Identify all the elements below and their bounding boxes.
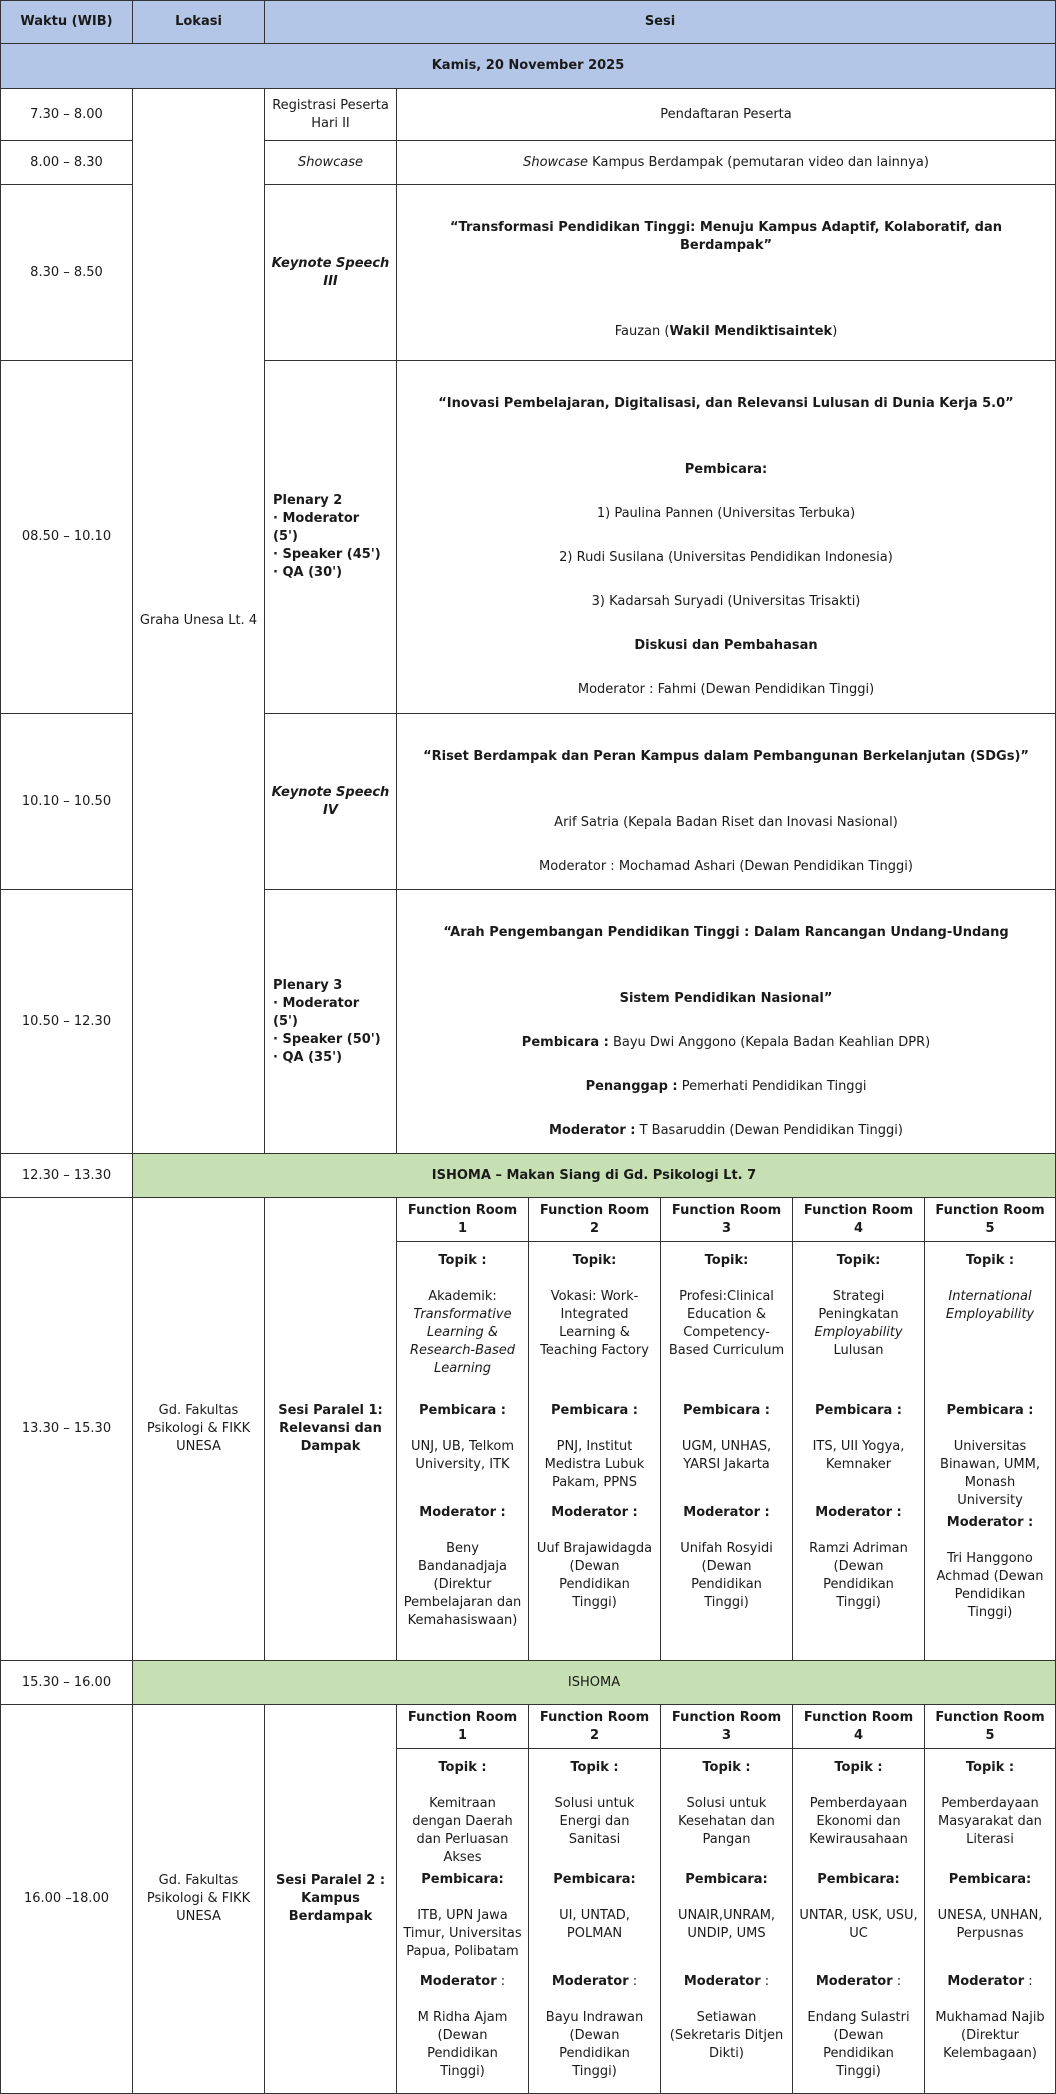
speakers-label: Pembicara: [817, 1872, 900, 1887]
session-keynote3: Keynote Speech III [264, 184, 397, 361]
function-room-detail [792, 1748, 925, 2094]
topic-plain: Profesi:Clinical Education & Competency-Based Curriculum [668, 1289, 785, 1358]
time-keynote3: 8.30 – 8.50 [0, 184, 133, 361]
moderator-label: Moderator : [551, 1505, 638, 1520]
speakers-list: UI, UNTAD, POLMAN [559, 1908, 630, 1941]
topic-text [403, 1288, 522, 1396]
topic-italic: Employability [814, 1325, 903, 1340]
detail-keynote4 [396, 713, 1056, 890]
topic-text: Kemitraan dengan Daerah dan Perluasan Akses [412, 1796, 513, 1865]
time-keynote4: 10.10 – 10.50 [0, 713, 133, 890]
moderator-label-row [420, 1973, 505, 1991]
topic-plain: Akademik: [428, 1289, 497, 1304]
topic-label: Topik: [704, 1253, 749, 1268]
moderator-label: Moderator [551, 1974, 629, 1989]
keynote4-moderator: Moderator : Mochamad Ashari (Dewan Pendidikan Tinggi) [539, 859, 913, 874]
moderator-name: Setiawan (Sekretaris Ditjen Dikti) [669, 2010, 784, 2061]
speakers-label: Pembicara : [682, 1403, 771, 1418]
detail-plenary2 [396, 360, 1056, 714]
topic-label: Topik: [836, 1253, 881, 1268]
detail-keynote3 [396, 184, 1056, 361]
plenary2-speakers-label: Pembicara: [684, 462, 768, 477]
keynote3-title: “Transformasi Pendidikan Tinggi: Menuju Kampus Adaptif, Kolaboratif, dan Berdampak” [450, 220, 1002, 253]
plenary2-speaker-1: 1) Paulina Pannen (Universitas Terbuka) [596, 506, 856, 521]
plenary3-responder: Penanggap : Pemerhati Pendidikan Tinggi [585, 1079, 867, 1094]
plenary2-speaker-2: 2) Rudi Susilana (Universitas Pendidikan Indonesia) [559, 550, 893, 565]
function-room-detail [660, 1241, 793, 1661]
speakers-list: ITB, UPN Jawa Timur, Universitas Papua, Polibatam [403, 1908, 522, 1959]
time-parallel1: 13.30 – 15.30 [0, 1197, 133, 1661]
moderator-name: Tri Hanggono Achmad (Dewan Pendidikan Tinggi) [936, 1551, 1044, 1620]
time-showcase: 8.00 – 8.30 [0, 140, 133, 185]
function-room-detail [924, 1748, 1056, 2094]
plenary2-speaker-3: 3) Kadarsah Suryadi (Universitas Trisakti) [591, 594, 861, 609]
moderator-name: Uuf Brajawidagda (Dewan Pendidikan Tinggi) [536, 1541, 653, 1610]
header-session: Sesi [264, 0, 1056, 44]
time-parallel2: 16.00 –18.00 [0, 1704, 133, 2094]
ishoma2-banner: ISHOMA [132, 1660, 1056, 1705]
topic-italic: Transformative Learning & Research-Based Learning [409, 1307, 516, 1376]
moderator-colon: : [1024, 1974, 1033, 1989]
topic-text: Pemberdayaan Masyarakat dan Literasi [938, 1796, 1042, 1847]
topic-after: Lulusan [833, 1343, 884, 1358]
topic-text: Solusi untuk Kesehatan dan Pangan [678, 1796, 775, 1847]
session-plenary3: Plenary 3 · Moderator (5') · Speaker (50') · QA (35') [264, 889, 397, 1154]
time-registrasi: 7.30 – 8.00 [0, 88, 133, 141]
plenary3-title-line1: “Arah Pengembangan Pendidikan Tinggi : Dalam Rancangan Undang-Undang [443, 925, 1009, 940]
function-room-header: Function Room 2 [528, 1704, 661, 1749]
location-main: Graha Unesa Lt. 4 [132, 88, 265, 1154]
topic-label: Topik : [834, 1760, 883, 1775]
function-room-detail [792, 1241, 925, 1661]
speakers-label: Pembicara: [948, 1872, 1032, 1887]
plenary2-moderator: Moderator : Fahmi (Dewan Pendidikan Tinggi) [577, 682, 875, 697]
topic-text: Pemberdayaan Ekonomi dan Kewirausahaan [809, 1796, 908, 1847]
detail-registrasi: Pendaftaran Peserta [396, 88, 1056, 141]
function-room-detail [396, 1748, 529, 2094]
moderator-name: Mukhamad Najib (Direktur Kelembagaan) [935, 2010, 1045, 2061]
day-banner: Kamis, 20 November 2025 [0, 43, 1056, 89]
location-parallel2: Gd. Fakultas Psikologi & FIKK UNESA [132, 1704, 265, 2094]
plenary3-moderator: Moderator : T Basaruddin (Dewan Pendidikan Tinggi) [549, 1123, 903, 1138]
moderator-colon: : [496, 1974, 506, 1989]
session-keynote4: Keynote Speech IV [264, 713, 397, 890]
topic-plain: Strategi Peningkatan [818, 1289, 899, 1322]
speakers-label: Pembicara : [946, 1403, 1034, 1418]
moderator-label: Moderator : [683, 1505, 770, 1520]
topic-label: Topik : [438, 1253, 487, 1268]
moderator-name: Endang Sulastri (Dewan Pendidikan Tinggi) [807, 2010, 910, 2079]
function-room-header: Function Room 3 [660, 1197, 793, 1242]
moderator-name: Beny Bandanadjaja (Direktur Pembelajaran dan Kemahasiswaan) [403, 1541, 522, 1628]
showcase-italic: Showcase [523, 154, 589, 170]
keynote3-speaker: Fauzan (Wakil Mendiktisaintek) [614, 324, 838, 339]
moderator-label-row [816, 1973, 901, 1991]
speakers-label: Pembicara: [685, 1872, 768, 1887]
moderator-label: Moderator : [946, 1515, 1034, 1530]
moderator-name: Ramzi Adriman (Dewan Pendidikan Tinggi) [809, 1541, 908, 1610]
ishoma1-banner: ISHOMA – Makan Siang di Gd. Psikologi Lt. 7 [132, 1153, 1056, 1198]
function-room-detail [528, 1241, 661, 1661]
function-room-header: Function Room 5 [924, 1197, 1056, 1242]
time-ishoma1: 12.30 – 13.30 [0, 1153, 133, 1198]
function-room-header: Function Room 5 [924, 1704, 1056, 1749]
speakers-list: UNESA, UNHAN, Perpusnas [937, 1908, 1043, 1941]
header-location: Lokasi [132, 0, 265, 44]
moderator-colon: : [628, 1974, 638, 1989]
time-plenary2: 08.50 – 10.10 [0, 360, 133, 714]
time-ishoma2: 15.30 – 16.00 [0, 1660, 133, 1705]
function-room-header: Function Room 1 [396, 1704, 529, 1749]
topic-label: Topik : [965, 1253, 1015, 1268]
topic-label: Topik: [572, 1253, 617, 1268]
detail-plenary3 [396, 889, 1056, 1154]
moderator-name: Unifah Rosyidi (Dewan Pendidikan Tinggi) [680, 1541, 773, 1610]
moderator-label-row [947, 1973, 1032, 1991]
speakers-label: Pembicara : [814, 1403, 903, 1418]
plenary2-title: “Inovasi Pembelajaran, Digitalisasi, dan Relevansi Lulusan di Dunia Kerja 5.0” [438, 396, 1014, 411]
moderator-label: Moderator [419, 1974, 497, 1989]
speakers-list: UNAIR,UNRAM, UNDIP, UMS [677, 1908, 776, 1941]
moderator-label: Moderator [815, 1974, 893, 1989]
moderator-colon: : [760, 1974, 770, 1989]
speakers-list: ITS, UII Yogya, Kemnaker [812, 1439, 905, 1472]
function-room-header: Function Room 2 [528, 1197, 661, 1242]
keynote4-title: “Riset Berdampak dan Peran Kampus dalam Pembangunan Berkelanjutan (SDGs)” [423, 749, 1029, 764]
moderator-colon: : [892, 1974, 902, 1989]
function-room-detail [660, 1748, 793, 2094]
speakers-list: Universitas Binawan, UMM, Monash University [940, 1439, 1040, 1508]
speakers-label: Pembicara : [418, 1403, 507, 1418]
function-room-detail [396, 1241, 529, 1661]
topic-text [799, 1288, 918, 1396]
session-parallel1: Sesi Paralel 1: Relevansi dan Dampak [264, 1197, 397, 1661]
speakers-list: UNJ, UB, Telkom University, ITK [410, 1439, 515, 1472]
topic-label: Topik : [702, 1760, 751, 1775]
speakers-list: PNJ, Institut Medistra Lubuk Pakam, PPNS [544, 1439, 645, 1490]
plenary3-title-line2: Sistem Pendidikan Nasional” [619, 991, 833, 1006]
showcase-rest: Kampus Berdampak (pemutaran video dan lainnya) [588, 154, 929, 170]
detail-showcase [396, 140, 1056, 185]
session-registrasi: Registrasi Peserta Hari II [264, 88, 397, 141]
function-room-detail [528, 1748, 661, 2094]
topic-text: Solusi untuk Energi dan Sanitasi [554, 1796, 635, 1847]
moderator-name: Bayu Indrawan (Dewan Pendidikan Tinggi) [545, 2010, 644, 2079]
moderator-label: Moderator [947, 1974, 1025, 1989]
topic-italic: International Employability [945, 1289, 1035, 1322]
moderator-label: Moderator : [815, 1505, 902, 1520]
topic-label: Topik : [570, 1760, 619, 1775]
topic-label: Topik : [965, 1760, 1015, 1775]
speakers-label: Pembicara : [550, 1403, 639, 1418]
function-room-header: Function Room 1 [396, 1197, 529, 1242]
topic-text [931, 1288, 1049, 1396]
moderator-label-row [684, 1973, 769, 1991]
function-room-header: Function Room 4 [792, 1704, 925, 1749]
plenary3-speaker: Pembicara : Bayu Dwi Anggono (Kepala Badan Keahlian DPR) [521, 1035, 931, 1050]
header-time: Waktu (WIB) [0, 0, 133, 44]
topic-text [667, 1288, 786, 1396]
speakers-list: UGM, UNHAS, YARSI Jakarta [681, 1439, 772, 1472]
keynote4-speaker: Arif Satria (Kepala Badan Riset dan Inovasi Nasional) [554, 815, 898, 830]
topic-text [535, 1288, 654, 1396]
time-plenary3: 10.50 – 12.30 [0, 889, 133, 1154]
speakers-label: Pembicara: [421, 1872, 504, 1887]
moderator-name: M Ridha Ajam (Dewan Pendidikan Tinggi) [417, 2010, 508, 2079]
moderator-label: Moderator [683, 1974, 761, 1989]
function-room-header: Function Room 3 [660, 1704, 793, 1749]
location-parallel1: Gd. Fakultas Psikologi & FIKK UNESA [132, 1197, 265, 1661]
speakers-list: UNTAR, USK, USU, UC [799, 1908, 918, 1941]
speakers-label: Pembicara: [553, 1872, 636, 1887]
moderator-label-row [552, 1973, 637, 1991]
function-room-header: Function Room 4 [792, 1197, 925, 1242]
function-room-detail [924, 1241, 1056, 1661]
session-showcase: Showcase [264, 140, 397, 185]
session-plenary2: Plenary 2 · Moderator (5') · Speaker (45') · QA (30') [264, 360, 397, 714]
topic-label: Topik : [438, 1760, 487, 1775]
topic-plain: Vokasi: Work-Integrated Learning & Teaching Factory [540, 1289, 649, 1358]
moderator-label: Moderator : [419, 1505, 506, 1520]
session-parallel2: Sesi Paralel 2 : Kampus Berdampak [264, 1704, 397, 2094]
plenary2-discussion: Diskusi dan Pembahasan [634, 638, 818, 653]
